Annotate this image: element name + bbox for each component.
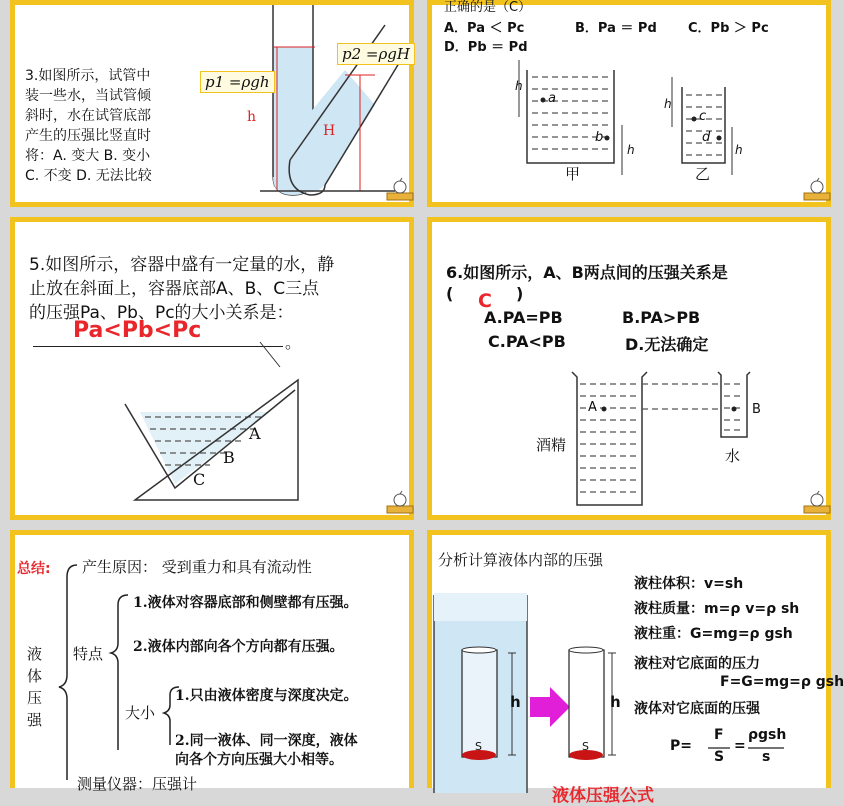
weight-text: 液柱重：G=mg=ρ gsh: [634, 626, 793, 642]
instrument-text: 测量仪器：压强计: [77, 775, 198, 793]
option-c: C．Pb ＞ Pc: [688, 21, 769, 36]
option-c: C.PA<PB: [488, 332, 566, 351]
option-b: B．Pa ＝ Pd: [575, 21, 657, 36]
question-line: 斜时，水在试管底部: [25, 108, 151, 124]
label-C: C: [193, 470, 206, 489]
volume-text: 液柱体积：v=sh: [634, 576, 744, 592]
question-line: 装一些水，当试管倾: [25, 88, 151, 104]
slide-pressure-compare: [427, 0, 831, 207]
question-line: 6.如图所示，A、B两点间的压强关系是: [446, 263, 728, 282]
cause-text: 产生原因： 受到重力和具有流动性: [82, 558, 312, 576]
question-line: 5.如图所示，容器中盛有一定量的水，静: [29, 255, 335, 275]
paren-open: (: [446, 284, 454, 303]
frac2-num: ρgsh: [748, 727, 787, 743]
apple-book-icon: [802, 177, 832, 203]
question-line: 将：A. 变大 B. 变小: [25, 148, 151, 164]
force-eq: F=G=mg=ρ gsh: [720, 674, 844, 690]
label-h: h: [510, 693, 521, 711]
option-b: B.PA>PB: [622, 308, 701, 327]
question-line: 的压强Pa、Pb、Pc的大小关系是：: [29, 303, 294, 323]
question-line: 3.如图所示，试管中: [25, 68, 151, 84]
option-a: A.PA=PB: [484, 308, 563, 327]
label-h: h: [735, 143, 743, 157]
size-label: 大小: [125, 704, 156, 722]
apple-book-icon: [802, 490, 832, 516]
summary-label: 总结:: [17, 561, 51, 577]
root-char: 液: [27, 645, 43, 663]
label-h: h: [515, 79, 523, 93]
feature-1: 1.液体对容器底部和侧壁都有压强。: [133, 595, 358, 611]
label-c: c: [699, 109, 707, 124]
label-S: S: [582, 740, 589, 753]
formula-p1: p1 =ρgh: [200, 71, 275, 93]
answer-text: C: [478, 290, 492, 312]
formula-p2: p2 =ρgH: [337, 43, 415, 65]
beakers-diagram: [432, 222, 836, 525]
question-line: C. 不变 D. 无法比较: [25, 168, 152, 184]
p-label: P=: [670, 738, 692, 754]
containers-diagram: [432, 5, 836, 212]
label-jia: 甲: [565, 165, 581, 183]
label-h: h: [610, 693, 621, 711]
frac2-den: s: [762, 749, 771, 765]
features-label: 特点: [73, 645, 104, 663]
question-line: 产生的压强比竖直时: [25, 128, 151, 144]
label-yi: 乙: [695, 165, 711, 183]
label-S: S: [475, 740, 482, 753]
question-line: 正确的是（C）: [444, 0, 532, 15]
option-a: A．Pa ＜ Pc: [444, 21, 525, 36]
label-water: 水: [725, 447, 741, 465]
label-B: B: [752, 402, 761, 417]
label-B: B: [223, 448, 235, 467]
slide-title: 分析计算液体内部的压强: [438, 551, 604, 569]
slide-pressure-derivation: [427, 530, 844, 806]
question-line: 止放在斜面上，容器底部A、B、C三点: [29, 279, 320, 299]
apple-book-icon: [385, 177, 415, 203]
force-title: 液柱对它底面的压力: [634, 656, 760, 672]
apple-book-icon: [385, 490, 415, 516]
label-h: h: [627, 143, 635, 157]
label-b: b: [595, 130, 604, 145]
mass-text: 液柱质量：m=ρ v=ρ sh: [634, 601, 800, 617]
feature-2: 2.液体内部向各个方向都有压强。: [133, 639, 344, 655]
label-h: h: [664, 97, 672, 111]
slide-tube-tilt: [10, 0, 414, 207]
size-2: 2.同一液体、同一深度，液体: [175, 733, 358, 749]
option-d: D.无法确定: [625, 335, 709, 354]
frac1-den: S: [714, 749, 725, 765]
root-char: 强: [27, 711, 43, 729]
paren-close: ): [516, 284, 524, 303]
root-char: 体: [27, 667, 43, 685]
label-d: d: [702, 130, 711, 145]
label-A: A: [588, 400, 597, 415]
label-h: h: [247, 109, 257, 125]
frac1-num: F: [714, 727, 724, 743]
answer-text: Pa<Pb<Pc: [73, 318, 202, 343]
root-char: 压: [27, 689, 43, 707]
formula-heading: 液体压强公式: [552, 786, 654, 806]
slide-summary: [10, 530, 414, 793]
slide-alcohol-water: [427, 217, 831, 520]
option-d: D．Pb ＝ Pd: [444, 40, 528, 55]
tube-diagram: [15, 5, 419, 212]
label-a: a: [548, 91, 556, 106]
equals: =: [734, 738, 746, 754]
label-alcohol: 酒精: [536, 436, 567, 454]
label-H: H: [323, 123, 336, 139]
size-2-cont: 向各个方向压强大小相等。: [175, 752, 343, 768]
end-mark: 。: [285, 333, 302, 352]
slide-incline-container: [10, 217, 414, 520]
label-A: A: [249, 424, 261, 443]
pressure-title: 液体对它底面的压强: [634, 701, 760, 717]
size-1: 1.只由液体密度与深度决定。: [175, 688, 358, 704]
incline-diagram: [15, 222, 419, 525]
